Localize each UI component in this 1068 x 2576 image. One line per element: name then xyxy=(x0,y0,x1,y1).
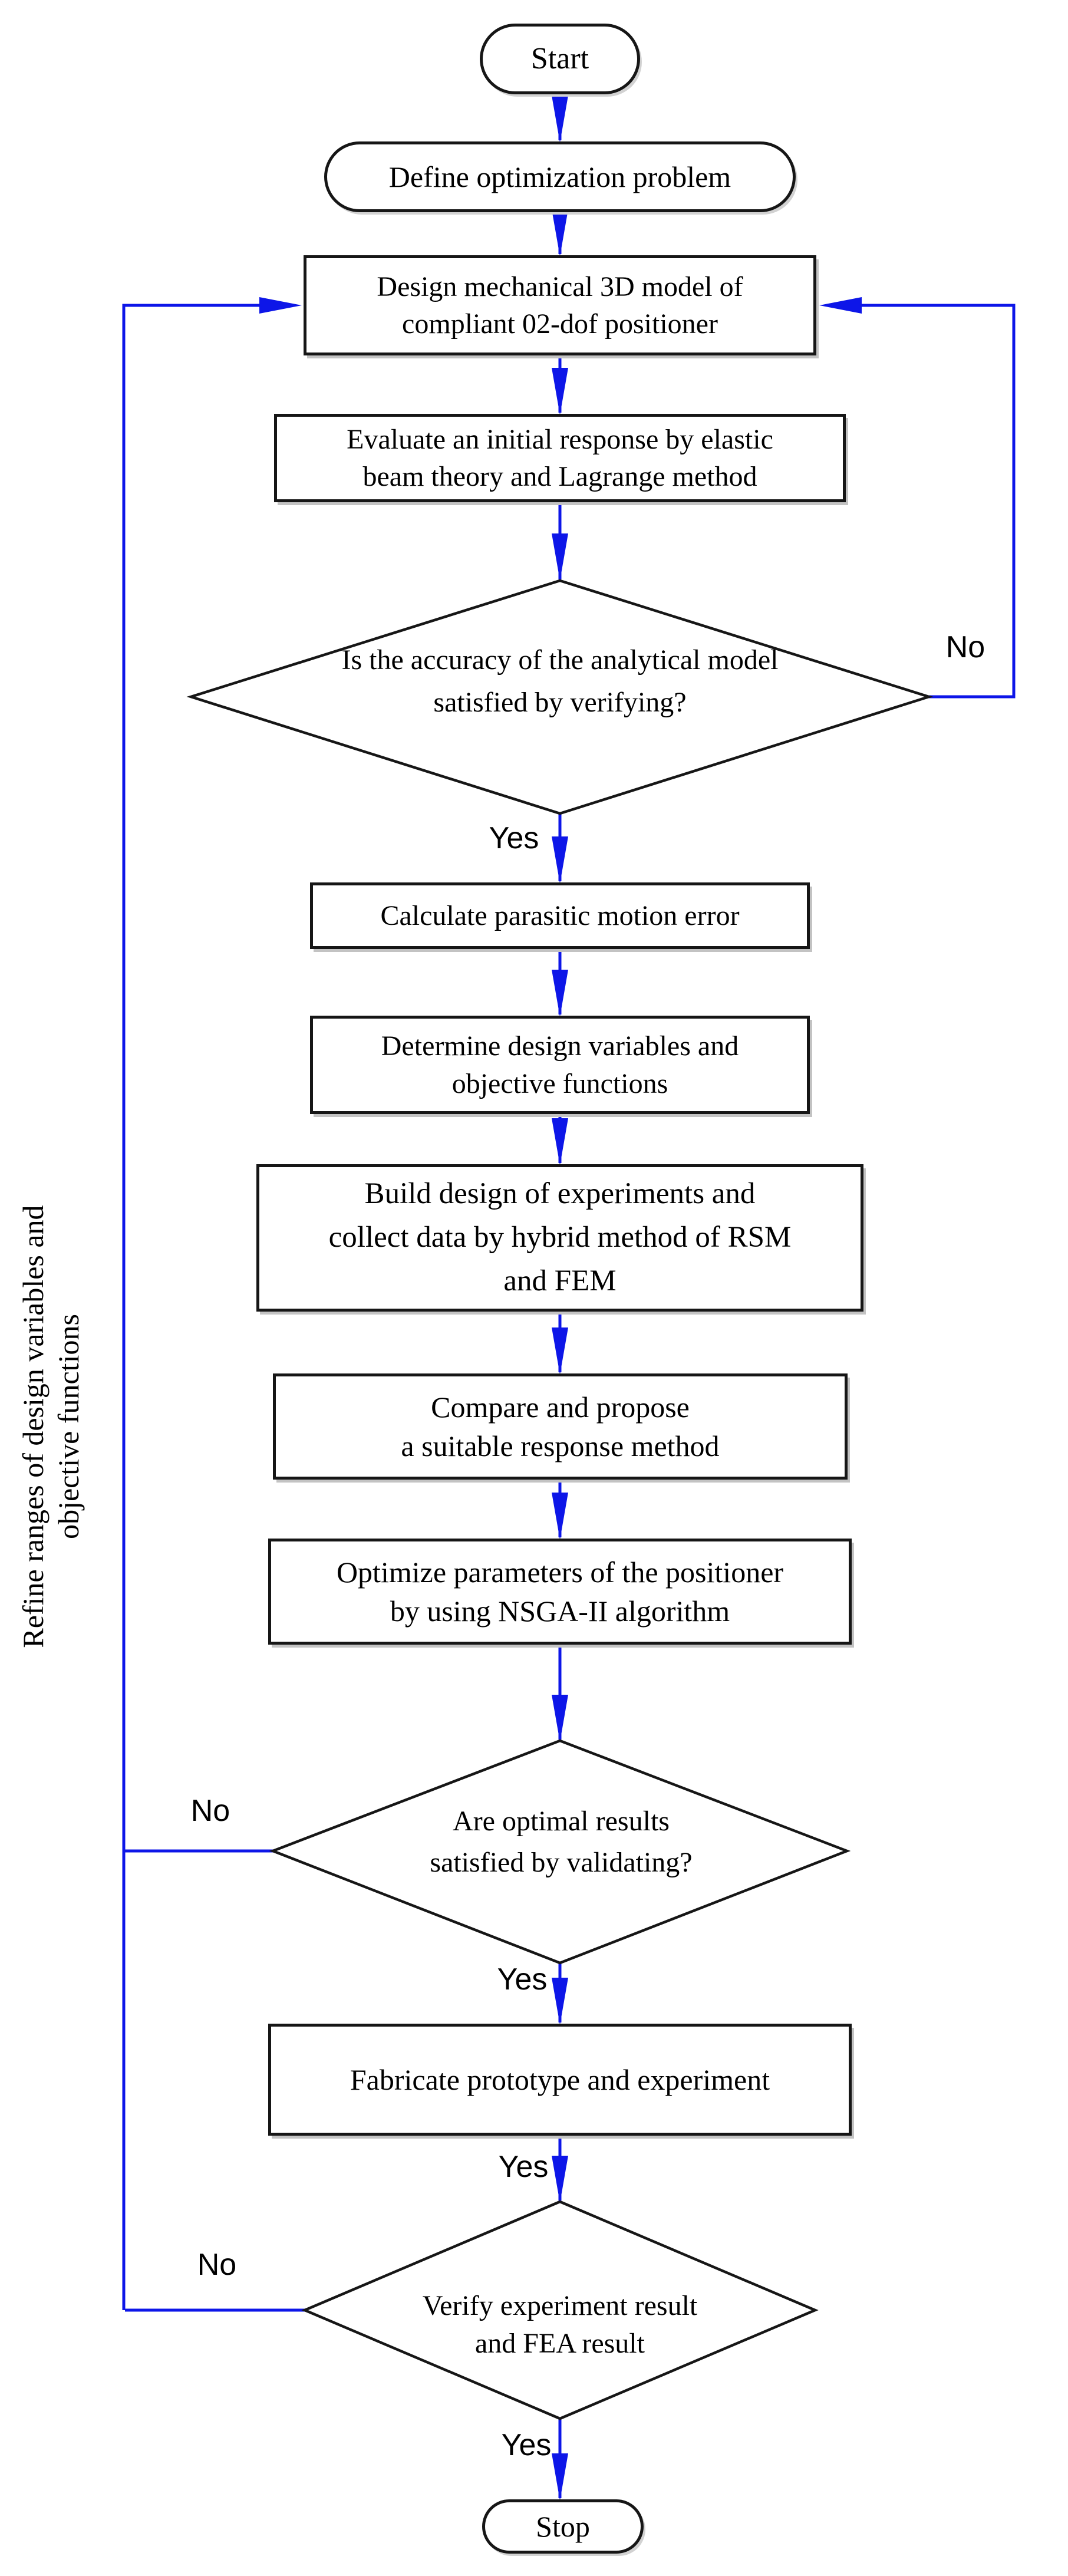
arrowhead-define xyxy=(552,95,568,143)
arrowhead-variables xyxy=(552,970,568,1017)
evaluate-response-line2: beam theory and Lagrange method xyxy=(362,461,757,492)
verify-decision-text xyxy=(354,2287,766,2363)
parasitic-error-label: Calculate parasitic motion error xyxy=(380,900,740,931)
doe-collect-line2: collect data by hybrid method of RSM xyxy=(328,1221,792,1254)
stop-node xyxy=(482,2499,644,2554)
refine-ranges-line1: Refine ranges of design variables and xyxy=(17,1205,50,1648)
arrowhead-accuracy xyxy=(552,533,568,581)
design-variables-line2: objective functions xyxy=(451,1068,668,1099)
arrowhead-optimize xyxy=(552,1493,568,1540)
fabricate-node xyxy=(268,2024,852,2136)
design-variables-node xyxy=(310,1016,810,1114)
start-node xyxy=(480,24,640,94)
design-variables-line1: Determine design variables and xyxy=(381,1030,739,1062)
accuracy-decision-text xyxy=(295,639,825,724)
design-model-line1: Design mechanical 3D model of xyxy=(377,271,743,302)
design-model-line2: compliant 02-dof positioner xyxy=(402,308,718,340)
start-label: Start xyxy=(530,41,589,75)
stop-label: Stop xyxy=(536,2510,590,2543)
compare-method-line2: a suitable response method xyxy=(401,1429,720,1462)
refine-ranges-note xyxy=(15,1147,88,1707)
verify-decision-line2: and FEA result xyxy=(475,2328,645,2359)
compare-method-node xyxy=(273,1373,848,1480)
compare-method-line1: Compare and propose xyxy=(431,1391,690,1424)
accuracy-decision-line1: Is the accuracy of the analytical model xyxy=(341,644,779,676)
optimize-line2: by using NSGA-II algorithm xyxy=(390,1595,730,1628)
arrowhead-parasitic xyxy=(552,836,568,884)
optimize-line1: Optimize parameters of the positioner xyxy=(336,1556,784,1589)
evaluate-response-node xyxy=(274,414,846,502)
accuracy-decision-line2: satisfied by verifying? xyxy=(433,687,687,718)
optimize-node xyxy=(268,1539,852,1645)
doe-collect-node xyxy=(256,1164,863,1312)
edge-accuracy-no-feedback xyxy=(858,305,1014,697)
edge-left-feedback xyxy=(124,305,259,2310)
optimal-decision-line2: satisfied by validating? xyxy=(430,1847,693,1878)
fabricate-yes-label: Yes xyxy=(498,2150,549,2184)
arrowhead-optimal xyxy=(552,1695,568,1742)
optimal-yes-label: Yes xyxy=(497,1962,548,1997)
doe-collect-line1: Build design of experiments and xyxy=(364,1177,756,1211)
parasitic-error-node xyxy=(310,882,810,949)
arrowhead-stop xyxy=(552,2453,568,2501)
accuracy-yes-label: Yes xyxy=(489,821,539,855)
design-model-node xyxy=(304,255,816,355)
fabricate-label: Fabricate prototype and experiment xyxy=(350,2063,770,2096)
arrowhead-verify xyxy=(552,2156,568,2203)
arrowhead-evaluate xyxy=(552,368,568,415)
arrowhead-design-top xyxy=(552,209,568,256)
arrowhead-fabricate xyxy=(552,1978,568,2025)
arrowhead-feedback-right xyxy=(819,297,862,314)
arrowhead-feedback-left xyxy=(259,297,302,314)
arrowhead-compare xyxy=(552,1327,568,1375)
optimal-no-label: No xyxy=(190,1794,230,1828)
accuracy-no-label: No xyxy=(945,630,985,664)
define-problem-node xyxy=(324,141,796,212)
optimal-decision-text xyxy=(337,1801,785,1883)
verify-no-label: No xyxy=(197,2248,237,2282)
arrowhead-doe xyxy=(552,1118,568,1165)
evaluate-response-line1: Evaluate an initial response by elastic xyxy=(347,423,773,455)
verify-yes-label: Yes xyxy=(501,2428,552,2462)
refine-ranges-line2: objective functions xyxy=(52,1314,85,1539)
doe-collect-line3: and FEM xyxy=(503,1264,617,1297)
optimal-decision-line1: Are optimal results xyxy=(453,1806,670,1837)
define-problem-label: Define optimization problem xyxy=(388,160,731,193)
verify-decision-line1: Verify experiment result xyxy=(422,2290,698,2321)
